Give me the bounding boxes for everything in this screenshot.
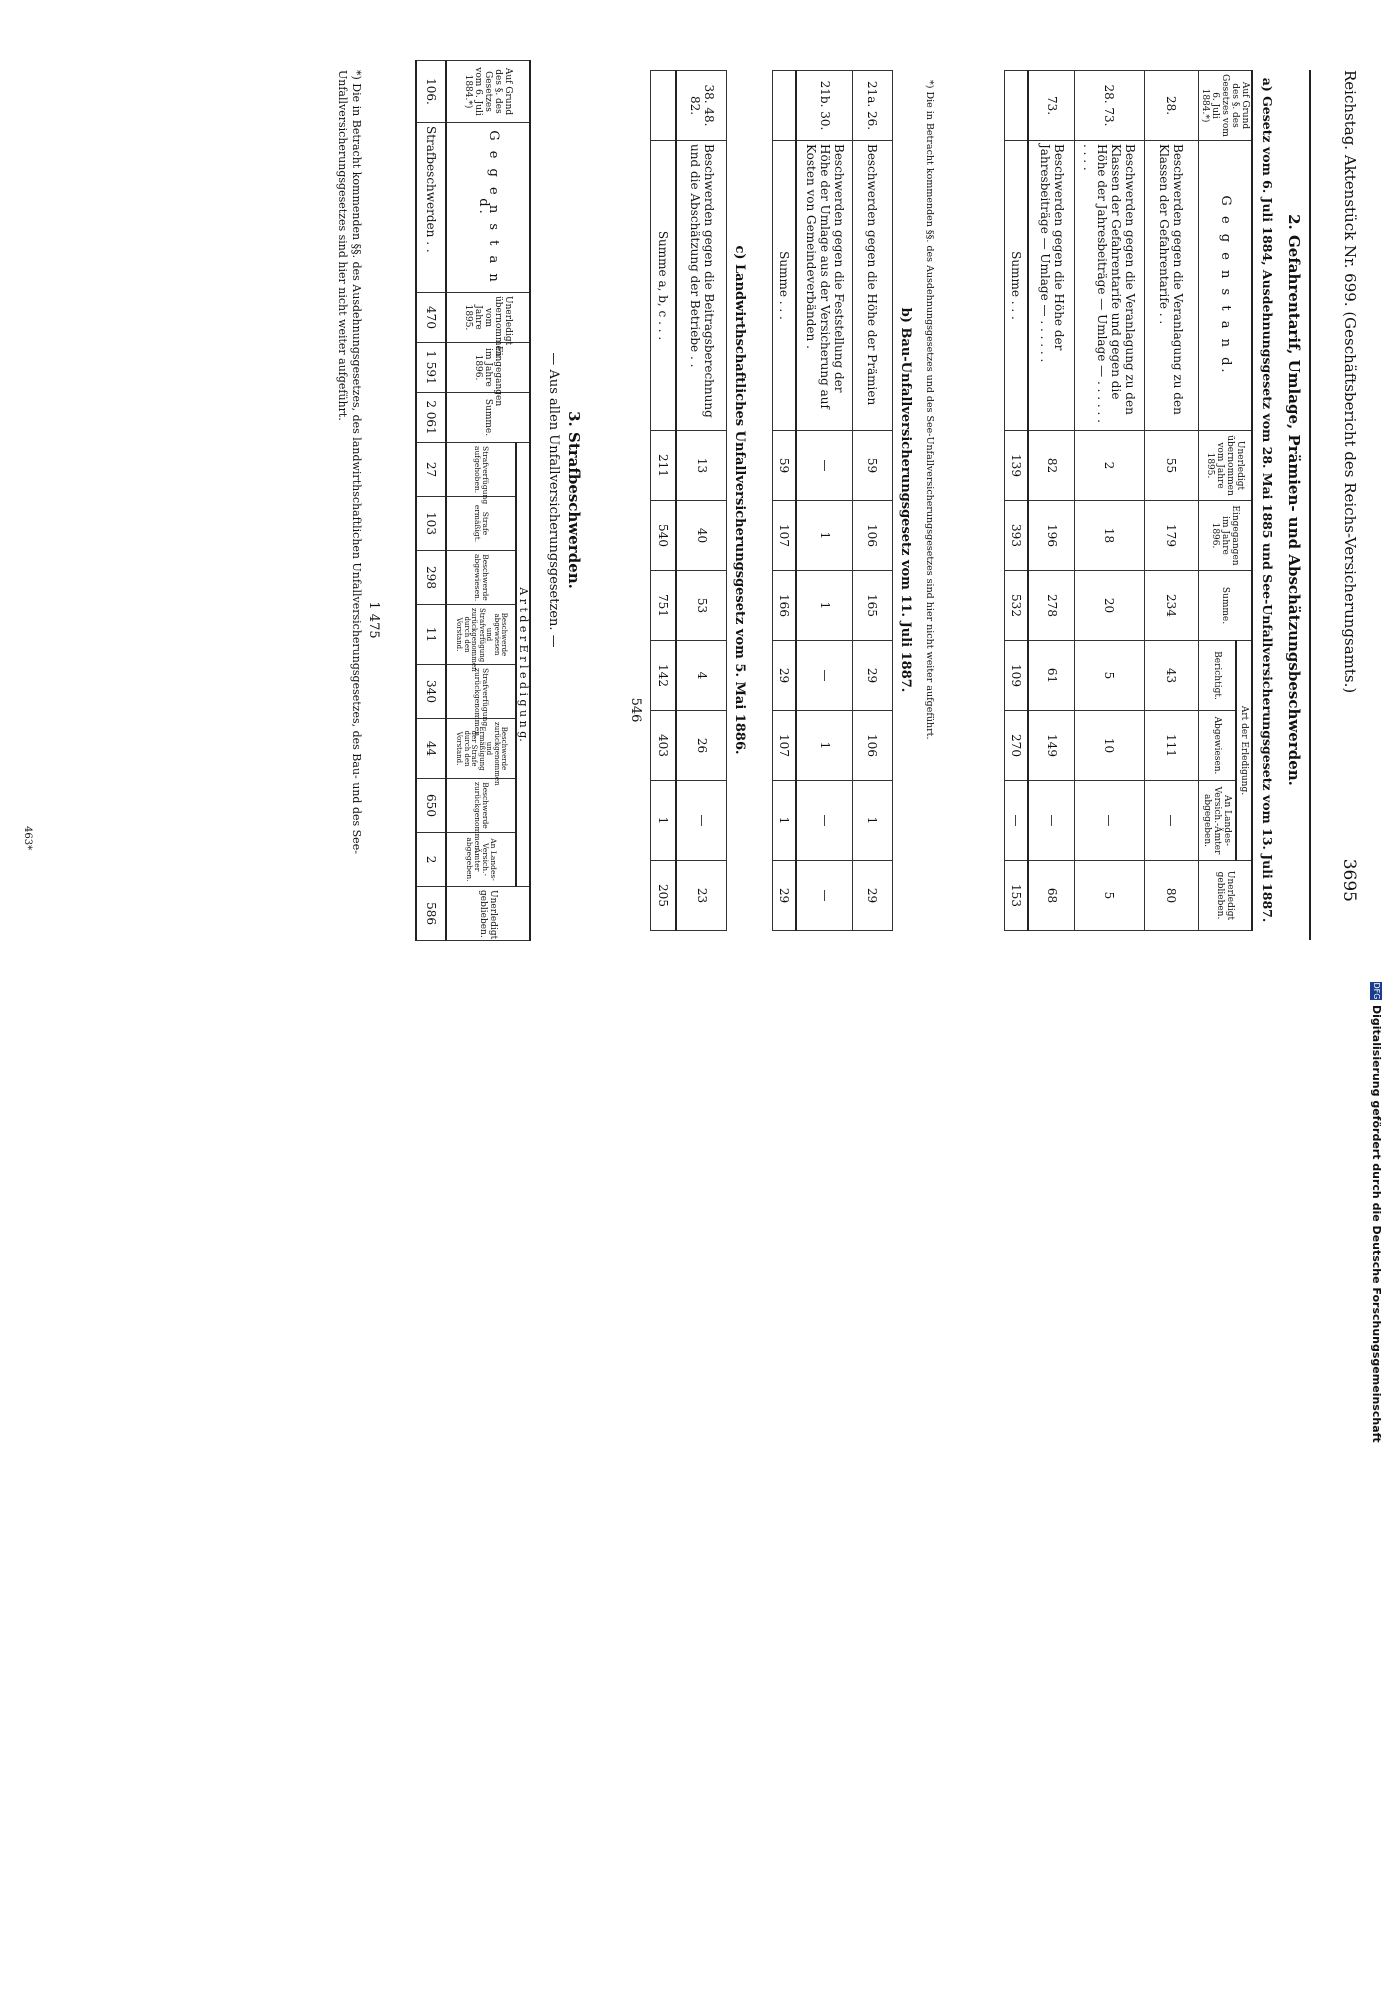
- value-cell: 29: [853, 641, 893, 711]
- sum-cell: 540: [651, 501, 677, 571]
- subject-cell: Beschwerden gegen die Beitragsberechnung und die Abschätzung der Betriebe . .: [677, 141, 727, 431]
- col-strafe-ermaessigt: Strafe ermäßigt.: [446, 497, 516, 551]
- col-berichtigt: Berichtigt.: [1199, 641, 1237, 711]
- value-cell: —: [1029, 781, 1075, 861]
- value-cell: 55: [1145, 431, 1199, 501]
- table-row: [853, 71, 893, 931]
- value-cell: 5: [1075, 861, 1145, 931]
- value-cell: 53: [677, 571, 727, 641]
- total-546: 546: [628, 697, 643, 723]
- value-cell: 5: [1075, 641, 1145, 711]
- total-1475: 1 475: [366, 601, 381, 639]
- table-row: [797, 71, 853, 931]
- sum-cell: 29: [773, 641, 797, 711]
- value-cell: 1: [797, 571, 853, 641]
- col-eingegangen: Eingegangen im Jahre 1896.: [1199, 501, 1253, 571]
- value-cell: —: [797, 641, 853, 711]
- col-unerledigt-uebernommen: Unerledigt übernommen vom Jahre 1895.: [1199, 431, 1253, 501]
- subsection-b-title: b) Bau-Unfallversicherungsgesetz vom 11. Juli 1887.: [898, 307, 913, 693]
- value-cell: 650: [416, 779, 446, 833]
- subject-cell: Strafbeschwerden . .: [416, 123, 446, 293]
- col-art-der-erledigung: A r t d e r E r l e d i g u n g.: [516, 443, 530, 887]
- footnote-a: *) Die in Betracht kommenden §§. des Ausdehnungsgesetzes und des See-Unfallversicherungsgesetzes sind hier nicht weiter aufgeführt.: [924, 80, 935, 740]
- table-b: [772, 70, 893, 931]
- sum-row: [1005, 71, 1029, 931]
- col-unerledigt-geblieben: Unerledigt geblieben.: [446, 887, 530, 941]
- page-header: [1337, 70, 1359, 920]
- sum-cell: 270: [1005, 711, 1029, 781]
- value-cell: 340: [416, 665, 446, 719]
- sum-cell: 59: [773, 431, 797, 501]
- table-row: [1145, 71, 1199, 931]
- header-rule: [1309, 70, 1311, 940]
- value-cell: 80: [1145, 861, 1199, 931]
- digitization-note: Digitalisierung gefördert durch die Deutsche Forschungsgemeinschaft: [1370, 1005, 1383, 1443]
- value-cell: 196: [1029, 501, 1075, 571]
- table-row: [677, 71, 727, 931]
- sum-cell: 393: [1005, 501, 1029, 571]
- value-cell: 82: [1029, 431, 1075, 501]
- value-cell: —: [797, 431, 853, 501]
- value-cell: 278: [1029, 571, 1075, 641]
- value-cell: 298: [416, 551, 446, 605]
- col-strafverfuegung-aufgehoben: Strafverfügung aufgehoben.: [446, 443, 516, 497]
- sum-cell: 166: [773, 571, 797, 641]
- subject-cell: Beschwerden gegen die Feststellung der Höhe der Umlage aus der Versicherung auf Kosten von Gemeindeverbänden .: [797, 141, 853, 431]
- sum-row: [773, 71, 797, 931]
- subject-cell: Beschwerden gegen die Höhe der Jahresbeiträge — Umlage — . . . . . .: [1029, 141, 1075, 431]
- sum-label: Summe a, b, c . . .: [651, 141, 677, 431]
- col-strafverfuegung-zurueckgenommen: Strafverfügung zurückgenommen.: [446, 665, 516, 719]
- value-cell: 18: [1075, 501, 1145, 571]
- value-cell: 27: [416, 443, 446, 497]
- sum-row: [651, 71, 677, 931]
- value-cell: —: [1145, 781, 1199, 861]
- section-3-subtitle: — Aus allen Unfallversicherungsgesetzen. —: [546, 352, 561, 648]
- paragraph-cell: 106.: [416, 61, 446, 123]
- value-cell: 13: [677, 431, 727, 501]
- col-unerledigt-geblieben: Unerledigt geblieben.: [1199, 861, 1253, 931]
- paragraph-cell: 21a. 26.: [853, 71, 893, 141]
- col-landes-versich: An Landes-Versich.-Ämter abgegeben.: [446, 833, 516, 887]
- table-row: [1075, 71, 1145, 931]
- col-abgewiesen: Abgewiesen.: [1199, 711, 1237, 781]
- dfg-logo-icon: DFG: [1372, 982, 1381, 1000]
- value-cell: 111: [1145, 711, 1199, 781]
- col-unerledigt-uebernommen: Unerledigt übernommen vom Jahre 1895.: [446, 293, 530, 343]
- sum-cell: 751: [651, 571, 677, 641]
- value-cell: 2: [416, 833, 446, 887]
- sum-cell: 153: [1005, 861, 1029, 931]
- value-cell: 40: [677, 501, 727, 571]
- col-art-der-erledigung: Art der Erledigung.: [1236, 641, 1252, 861]
- paragraph-cell: 21b. 30.: [797, 71, 853, 141]
- header-title: Reichstag. Aktenstück Nr. 699. (Geschäftsbericht des Reichs-Versicherungsamts.): [1341, 70, 1359, 694]
- sum-cell: 1: [651, 781, 677, 861]
- col-summe: Summe.: [446, 393, 530, 443]
- value-cell: —: [677, 781, 727, 861]
- value-cell: 586: [416, 887, 446, 941]
- table-a: [1004, 70, 1253, 931]
- sum-cell: 107: [773, 501, 797, 571]
- value-cell: —: [797, 861, 853, 931]
- value-cell: —: [1075, 781, 1145, 861]
- page-number: 3695: [1339, 858, 1359, 902]
- value-cell: 103: [416, 497, 446, 551]
- value-cell: 106: [853, 501, 893, 571]
- value-cell: 149: [1029, 711, 1075, 781]
- sum-cell: 139: [1005, 431, 1029, 501]
- value-cell: 470: [416, 293, 446, 343]
- col-abgewiesen-zurueckgenommen: Beschwerde abgewiesen und Strafverfügung zurückgenommen durch den Vorstand.: [446, 605, 516, 665]
- sum-cell: 107: [773, 711, 797, 781]
- paragraph-cell: 28.: [1145, 71, 1199, 141]
- subject-cell: Beschwerden gegen die Veranlagung zu den Klassen der Gefahrentarife und gegen die Höhe der Jahresbeiträge — Umlage — . . . . . . . . . .: [1075, 141, 1145, 431]
- paragraph-cell: 73.: [1029, 71, 1075, 141]
- subsection-c-title: c) Landwirthschaftliches Unfallversicherungsgesetz vom 5. Mai 1886.: [732, 245, 747, 755]
- sum-label: Summe . . .: [1005, 141, 1029, 431]
- sum-cell: 1: [773, 781, 797, 861]
- subject-cell: Beschwerden gegen die Höhe der Prämien: [853, 141, 893, 431]
- sum-cell: 403: [651, 711, 677, 781]
- col-summe: Summe.: [1199, 571, 1253, 641]
- col-landes-versich: An Landes-Versich.-Ämter abgegeben.: [1199, 781, 1237, 861]
- sum-cell: 29: [773, 861, 797, 931]
- sum-cell: 109: [1005, 641, 1029, 711]
- value-cell: 23: [677, 861, 727, 931]
- value-cell: 11: [416, 605, 446, 665]
- subsection-a-title: a) Gesetz vom 6. Juli 1884, Ausdehnungsgesetz vom 28. Mai 1885 und See-Unfallversicherungsgesetz vom 13. Juli 1887.: [1260, 77, 1275, 923]
- table-c: [650, 70, 727, 931]
- value-cell: 165: [853, 571, 893, 641]
- digitization-footer: [1363, 980, 1383, 2000]
- col-gegenstand: G e g e n s t a n d.: [446, 123, 530, 293]
- table-row: [416, 61, 446, 941]
- table-strafbeschwerden: [415, 60, 531, 941]
- value-cell: 1 591: [416, 343, 446, 393]
- page-signature: 463*: [22, 826, 33, 851]
- value-cell: 20: [1075, 571, 1145, 641]
- col-beschwerde-abgewiesen: Beschwerde abgewiesen.: [446, 551, 516, 605]
- value-cell: 29: [853, 861, 893, 931]
- col-auf-grund: Auf Grund des §. des Gesetzes vom 6. Juli 1884.*): [1199, 71, 1253, 141]
- value-cell: 10: [1075, 711, 1145, 781]
- col-eingegangen: Eingegangen im Jahre 1896.: [446, 343, 530, 393]
- col-zurueckgenommen-ermaessigung: Beschwerde zurückgenommen und Ermäßigung der Strafe durch den Vorstand.: [446, 719, 516, 779]
- value-cell: 4: [677, 641, 727, 711]
- sum-cell: —: [1005, 781, 1029, 861]
- value-cell: 61: [1029, 641, 1075, 711]
- value-cell: 1: [797, 501, 853, 571]
- sum-cell: 205: [651, 861, 677, 931]
- value-cell: 179: [1145, 501, 1199, 571]
- sum-cell: 142: [651, 641, 677, 711]
- sum-label: Summe . . .: [773, 141, 797, 431]
- footnote-section-3: *) Die in Betracht kommenden §§. des Ausdehnungsgesetzes, des landwirthschaftlichen Unfallversicherungsgesetzes, des Bau- und des See-Unfallversicherungsgesetzes sind hier nicht weiter aufgeführt.: [336, 70, 363, 854]
- table-row: [1029, 71, 1075, 931]
- sum-cell: 211: [651, 431, 677, 501]
- value-cell: 1: [853, 781, 893, 861]
- value-cell: 44: [416, 719, 446, 779]
- section-3-title: 3. Strafbeschwerden.: [565, 411, 583, 589]
- col-beschwerde-zurueckgenommen: Beschwerde zurückgenommen.: [446, 779, 516, 833]
- paragraph-cell: 38. 48. 82.: [677, 71, 727, 141]
- sum-cell: 532: [1005, 571, 1029, 641]
- value-cell: 2 061: [416, 393, 446, 443]
- value-cell: 106: [853, 711, 893, 781]
- col-auf-grund: Auf Grund des §. des Gesetzes vom 6. Juli 1884.*): [446, 61, 530, 123]
- value-cell: 26: [677, 711, 727, 781]
- section-2-title: 2. Gefahrentarif, Umlage, Prämien- und Abschätzungsbeschwerden.: [1285, 214, 1303, 786]
- value-cell: —: [797, 781, 853, 861]
- value-cell: 43: [1145, 641, 1199, 711]
- value-cell: 1: [797, 711, 853, 781]
- col-gegenstand: G e g e n s t a n d.: [1199, 141, 1253, 431]
- value-cell: 59: [853, 431, 893, 501]
- value-cell: 234: [1145, 571, 1199, 641]
- value-cell: 68: [1029, 861, 1075, 931]
- value-cell: 2: [1075, 431, 1145, 501]
- subject-cell: Beschwerden gegen die Veranlagung zu den Klassen der Gefahrentarife . .: [1145, 141, 1199, 431]
- paragraph-cell: 28. 73.: [1075, 71, 1145, 141]
